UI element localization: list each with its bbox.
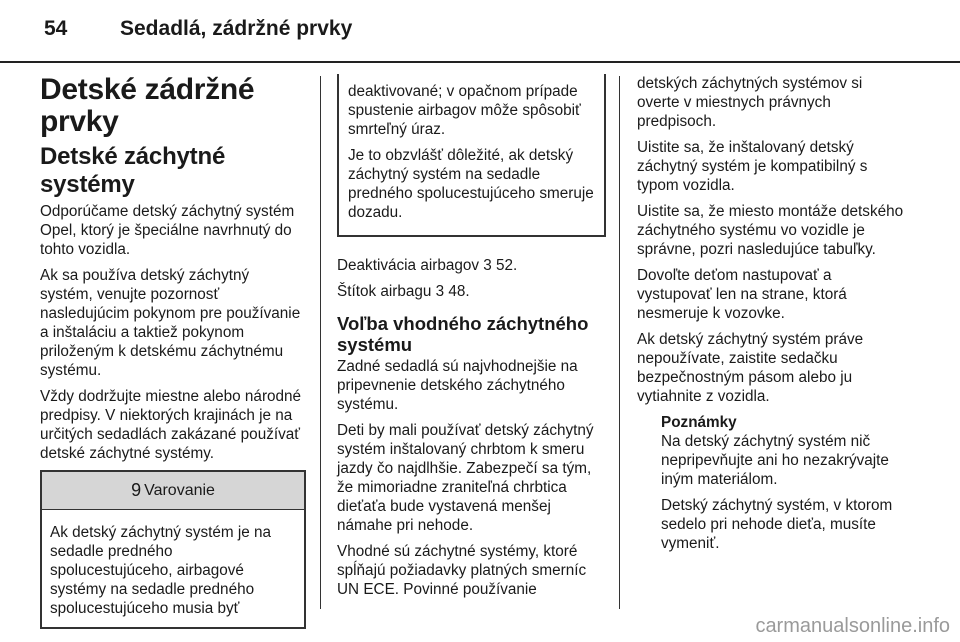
warning-box-continued <box>337 74 606 237</box>
section-heading: Detské záchytné systémy <box>40 143 226 198</box>
watermark: carmanualsonline.info <box>755 615 950 637</box>
warning-title: Varovanie <box>144 482 215 499</box>
page-number: 54 <box>44 17 68 40</box>
paragraph: Deti by mali používať detský záchytný systém inštalovaný chrbtom k smeru jazdy čo najdlhšie. Zabezpečí sa tým, že mimoriadne zraniteľná chrbtica dieťaťa bude vystavená menšej námahe pri nehode. <box>337 422 594 534</box>
section-title: Sedadlá, zádržné prvky <box>120 17 353 40</box>
note-block <box>661 413 905 553</box>
note-text: Na detský záchytný systém nič nepripevňujte ani ho nezakrývajte iným materiálom. <box>661 433 889 488</box>
header-rule <box>0 61 960 63</box>
column-divider <box>619 76 620 609</box>
cross-reference: Štítok airbagu 3 48. <box>337 283 470 300</box>
warning-header <box>42 472 304 510</box>
paragraph: Ak detský záchytný systém práve nepoužívate, zaistite sedačku bezpečnostným pásom alebo ju vytiahnite z vozidla. <box>637 331 864 405</box>
column-2 <box>337 74 606 606</box>
warning-text: deaktivované; v opačnom prípade spustenie airbagov môže spôsobiť smrteľný úraz. <box>348 83 581 138</box>
chapter-heading: Detské zádržné prvky <box>40 73 255 138</box>
paragraph: Dovoľte deťom nastupovať a vystupovať len na strane, ktorá nesmeruje k vozovke. <box>637 267 847 322</box>
note-text: Detský záchytný systém, v ktorom sedelo pri nehode dieťa, musíte vymeniť. <box>661 497 893 552</box>
paragraph: Ak sa používa detský záchytný systém, venujte pozornosť nasledujúcim pokynom pre používanie a inštaláciu a taktiež pokynom priloženým k detskému záchytnému systému. <box>40 267 301 379</box>
paragraph: Uistite sa, že miesto montáže detského záchytného systému vo vozidle je správne, pozri nasledujúce tabuľky. <box>637 203 904 258</box>
warning-icon: 9 <box>131 480 142 500</box>
warning-text: Ak detský záchytný systém je na sedadle predného spolucestujúceho, airbagové systémy na sedadle predného spolucestujúceho musia byť <box>50 524 272 617</box>
cross-reference: Deaktivácia airbagov 3 52. <box>337 257 518 274</box>
warning-body <box>42 510 304 627</box>
section-heading: Voľba vhodného záchytného systému <box>337 313 589 355</box>
warning-text: Je to obzvlášť dôležité, ak detský záchytný systém na sedadle predného spolucestujúceho smeruje dozadu. <box>348 147 594 221</box>
column-3 <box>637 74 905 560</box>
paragraph: detských záchytných systémov si overte v miestnych právnych predpisoch. <box>637 75 863 130</box>
column-1 <box>40 74 306 629</box>
column-divider <box>320 76 321 609</box>
warning-box <box>40 470 306 629</box>
paragraph: Vždy dodržujte miestne alebo národné predpisy. V niektorých krajinách je na určitých sedadlách zakázané používať detské záchytné systémy. <box>40 388 302 462</box>
paragraph: Uistite sa, že inštalovaný detský záchytný systém je kompatibilný s typom vozidla. <box>637 139 868 194</box>
paragraph: Vhodné sú záchytné systémy, ktoré spĺňajú požiadavky platných smerníc UN ECE. Povinné používanie <box>337 543 587 598</box>
paragraph: Zadné sedadlá sú najvhodnejšie na pripevnenie detského záchytného systému. <box>337 358 578 413</box>
paragraph: Odporúčame detský záchytný systém Opel, ktorý je špeciálne navrhnutý do tohto vozidla. <box>40 203 295 258</box>
page-header <box>0 0 960 62</box>
note-title: Poznámky <box>661 414 737 431</box>
